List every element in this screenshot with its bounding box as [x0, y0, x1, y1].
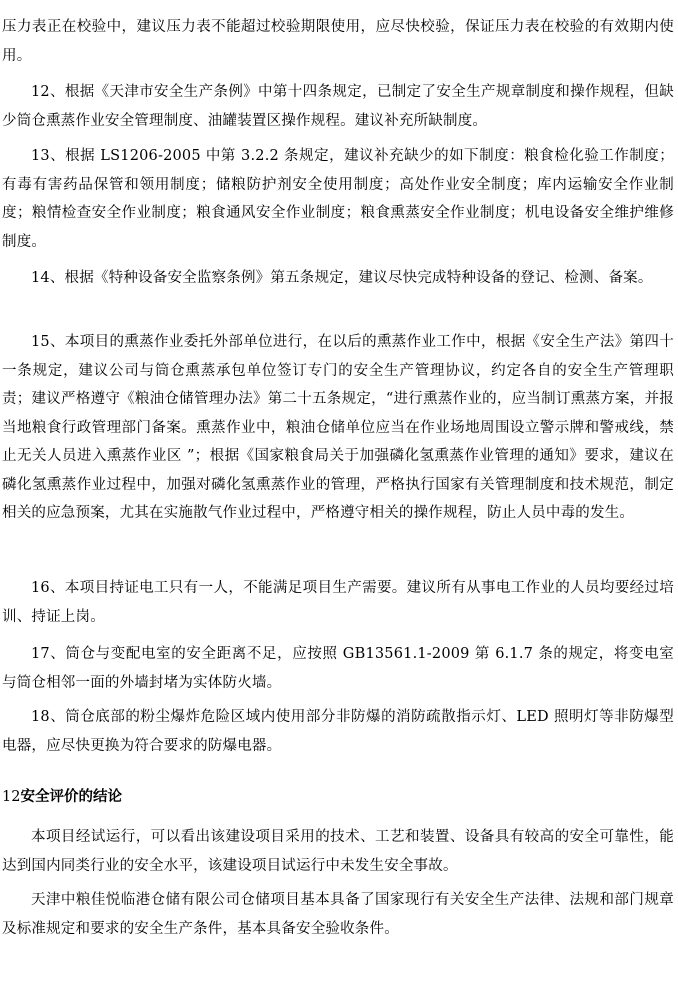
paragraph-item-17: 17、筒仓与变配电室的安全距离不足，应按照 GB13561.1-2009 第 6.1.7 条的规定，将变电室与筒仓相邻一面的外墙封堵为实体防火墙。: [2, 646, 674, 691]
paragraph-item-15: 15、本项目的熏蒸作业委托外部单位进行，在以后的熏蒸作业工作中，根据《安全生产法》第四十一条规定，建议公司与筒仓熏蒸承包单位签订专门的安全生产管理协议，约定各自的安全生产管理职责；建议严格遵守《粮油仓储管理办法》第二十五条规定，“进行熏蒸作业的，应当制订熏蒸方案，并报当地粮食行政管理部门备案。熏蒸作业中，粮油仓储单位应当在作业场地周围设立警示牌和警戒线，禁止无关人员进入熏蒸作业区 ”；根据《国家粮食局关于加强磷化氢熏蒸作业管理的通知》要求，建议在磷化氢熏蒸作业过程中，加强对磷化氢熏蒸作业的管理，严格执行国家有关管理制度和技术规范，制定相关的应急预案，尤其在实施散气作业过程中，严格遵守相关的操作规程，防止人员中毒的发生。: [2, 334, 674, 521]
conclusion-paragraph-2: 天津中粮佳悦临港仓储有限公司仓储项目基本具备了国家现行有关安全生产法律、法规和部门规章及标准规定和要求的安全生产条件，基本具备安全验收条件。: [2, 892, 674, 937]
paragraph-item-13: 13、根据 LS1206-2005 中第 3.2.2 条规定，建议补充缺少的如下制度：粮食检化验工作制度；有毒有害药品保管和领用制度；储粮防护剂安全使用制度；高处作业安全制度；库内运输安全作业制度；粮情检查安全作业制度；粮食通风安全作业制度；粮食熏蒸安全作业制度；机电设备安全维护维修制度。: [2, 148, 674, 250]
paragraph-item-14: 14、根据《特种设备安全监察条例》第五条规定，建议尽快完成特种设备的登记、检测、备案。: [31, 270, 653, 286]
section-heading: [2, 783, 674, 811]
paragraph-item-18: 18、筒仓底部的粉尘爆炸危险区域内使用部分非防爆的消防疏散指示灯、LED 照明灯等非防爆型电器，应尽快更换为符合要求的防爆电器。: [2, 709, 674, 754]
paragraph-item-12: 12、根据《天津市安全生产条例》中第十四条规定，已制定了安全生产规章制度和操作规程，但缺少筒仓熏蒸作业安全管理制度、油罐装置区操作规程。建议补充所缺制度。: [2, 84, 674, 129]
section-title: 安全评价的结论: [20, 789, 122, 805]
section-number: 12: [2, 789, 21, 805]
conclusion-paragraph-1: 本项目经试运行，可以看出该建设项目采用的技术、工艺和装置、设备具有较高的安全可靠性，能达到国内同类行业的安全水平，该建设项目试运行中未发生安全事故。: [2, 829, 674, 874]
paragraph-continuation: 压力表正在校验中，建议压力表不能超过校验期限使用，应尽快校验，保证压力表在校验的有效期内使用。: [2, 19, 674, 64]
paragraph-item-16: 16、本项目持证电工只有一人，不能满足项目生产需要。建议所有从事电工作业的人员均要经过培训、持证上岗。: [2, 580, 674, 625]
